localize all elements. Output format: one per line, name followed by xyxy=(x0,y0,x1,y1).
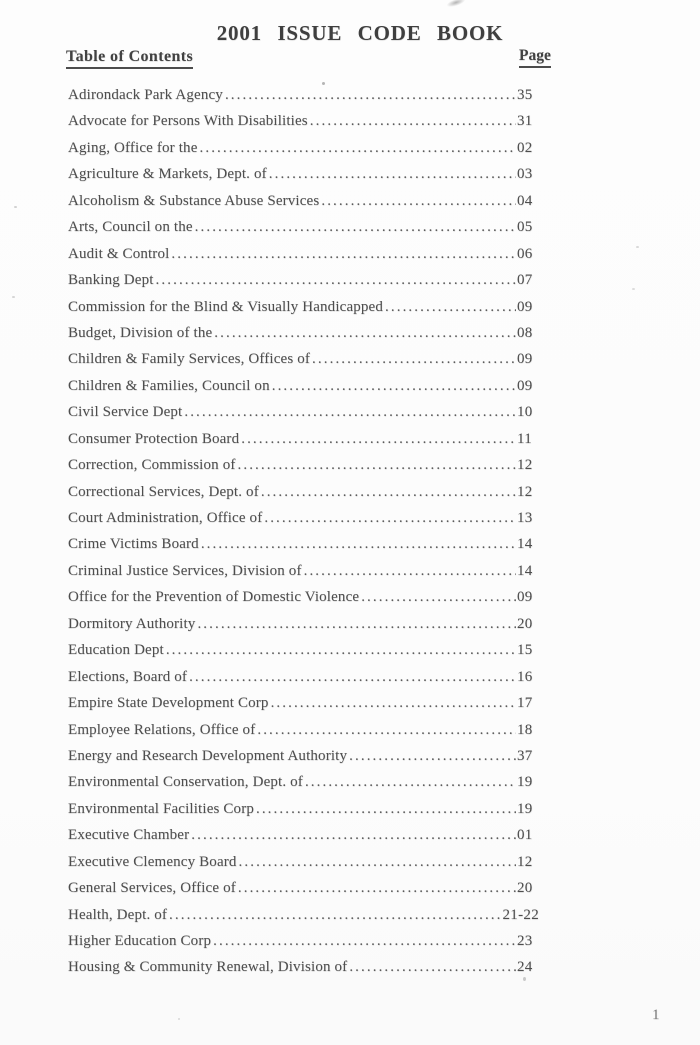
dot-leader xyxy=(349,743,516,769)
toc-entry xyxy=(68,822,539,848)
toc-entry xyxy=(68,426,539,452)
toc-entry-page: 08 xyxy=(517,324,533,341)
toc-entry-name: Arts, Council on the xyxy=(68,219,193,236)
toc-entry-page: 19 xyxy=(517,800,533,817)
toc-entry xyxy=(68,558,539,584)
toc-entry-page: 09 xyxy=(517,351,533,368)
toc-entry-page: 04 xyxy=(517,192,533,209)
scan-speck xyxy=(632,288,635,290)
toc-entry xyxy=(68,452,539,478)
toc-entry xyxy=(68,241,539,267)
dot-leader xyxy=(238,875,516,901)
toc-entry-name: Empire State Development Corp xyxy=(68,695,269,712)
dot-leader xyxy=(214,320,516,346)
toc-entry-name: Housing & Community Renewal, Division of xyxy=(68,959,348,976)
toc-entry xyxy=(68,108,539,134)
toc-entry-name: Correction, Commission of xyxy=(68,457,236,474)
toc-entry xyxy=(68,690,539,716)
document-title: 2001 ISSUE CODE BOOK xyxy=(216,21,504,45)
dot-leader xyxy=(191,822,516,848)
dot-leader xyxy=(349,954,516,980)
toc-entry-page: 23 xyxy=(517,933,533,949)
scan-speck xyxy=(12,296,15,298)
toc-entry-name: Education Dept xyxy=(68,642,164,659)
dot-leader xyxy=(261,479,516,505)
dot-leader xyxy=(271,690,516,716)
toc-entry xyxy=(68,875,539,901)
toc-entry xyxy=(68,399,539,425)
dot-leader xyxy=(195,214,516,240)
dot-leader xyxy=(169,902,501,928)
toc-entry-page: 12 xyxy=(517,853,533,870)
toc-entry xyxy=(68,373,539,399)
toc-entry-name: Alcoholism & Substance Abuse Services xyxy=(68,192,320,209)
toc-entry xyxy=(68,584,539,610)
toc-entry-name: Civil Service Dept xyxy=(68,404,183,421)
dot-leader xyxy=(321,188,516,214)
dot-leader xyxy=(201,531,516,557)
dot-leader xyxy=(213,928,516,954)
toc-entry-page: 31 xyxy=(517,113,533,130)
toc-heading: Table of Contents xyxy=(66,48,193,69)
dot-leader xyxy=(200,135,517,161)
dot-leader xyxy=(166,637,516,663)
toc-entry xyxy=(68,796,539,822)
toc-entry-page: 06 xyxy=(517,245,533,262)
dot-leader xyxy=(257,717,516,743)
scan-speck xyxy=(523,977,526,981)
dot-leader xyxy=(264,505,516,531)
toc-entry xyxy=(68,849,539,875)
scan-speck xyxy=(322,82,325,85)
dot-leader xyxy=(269,161,516,187)
toc-entry-name: Children & Families, Council on xyxy=(68,377,270,394)
toc-entry-list xyxy=(68,82,539,981)
dot-leader xyxy=(197,611,516,637)
toc-entry-page: 09 xyxy=(517,589,533,606)
toc-entry-page: 10 xyxy=(517,404,533,421)
toc-entry xyxy=(68,902,539,928)
dot-leader xyxy=(312,346,516,372)
toc-entry-name: Banking Dept xyxy=(68,272,154,289)
toc-entry xyxy=(68,743,539,769)
toc-entry-page: 20 xyxy=(517,615,533,632)
toc-entry-name: Adirondack Park Agency xyxy=(68,87,223,103)
toc-entry-name: Consumer Protection Board xyxy=(68,430,240,447)
toc-entry-name: Executive Chamber xyxy=(68,827,190,844)
toc-entry-page: 16 xyxy=(517,668,533,685)
scan-speck xyxy=(14,206,17,208)
toc-entry-name: Environmental Facilities Corp xyxy=(68,800,254,817)
toc-entry xyxy=(68,769,539,795)
toc-entry xyxy=(68,214,539,240)
toc-entry-page: 09 xyxy=(517,298,533,315)
dot-leader xyxy=(238,452,517,478)
toc-entry-name: Aging, Office for the xyxy=(68,139,198,156)
toc-entry xyxy=(68,479,539,505)
toc-entry xyxy=(68,188,539,214)
dot-leader xyxy=(256,796,516,822)
toc-entry-name: Audit & Control xyxy=(68,245,170,262)
toc-entry-page: 12 xyxy=(517,483,533,500)
dot-leader xyxy=(385,294,516,320)
toc-entry-name: Correctional Services, Dept. of xyxy=(68,483,259,500)
toc-entry-name: Dormitory Authority xyxy=(68,615,196,632)
dot-leader xyxy=(241,426,516,452)
toc-entry xyxy=(68,611,539,637)
toc-entry xyxy=(68,320,539,346)
toc-entry xyxy=(68,928,539,954)
toc-entry-page: 24 xyxy=(517,959,533,976)
toc-entry-page: 07 xyxy=(517,272,533,289)
toc-entry-name: Environmental Conservation, Dept. of xyxy=(68,774,303,791)
toc-entry-name: General Services, Office of xyxy=(68,880,236,897)
toc-entry-page: 37 xyxy=(517,747,533,764)
toc-entry-page: 01 xyxy=(517,827,533,844)
scan-smudge xyxy=(442,0,470,11)
toc-entry-page: 20 xyxy=(517,880,533,897)
toc-entry-page: 09 xyxy=(517,377,533,394)
toc-entry-page: 19 xyxy=(517,774,533,791)
toc-entry-page: 14 xyxy=(517,562,533,579)
toc-entry xyxy=(68,505,539,531)
toc-entry xyxy=(68,954,539,980)
toc-entry-page: 03 xyxy=(517,166,533,183)
toc-entry-name: Health, Dept. of xyxy=(68,906,168,923)
footer-page-number: 1 xyxy=(652,1007,660,1023)
toc-entry-name: Advocate for Persons With Disabilities xyxy=(68,113,308,130)
scan-speck xyxy=(178,1018,180,1020)
toc-entry-name: Crime Victims Board xyxy=(68,536,199,553)
dot-leader xyxy=(239,849,516,875)
dot-leader xyxy=(225,82,516,108)
toc-entry-name: Elections, Board of xyxy=(68,668,188,685)
dot-leader xyxy=(305,769,516,795)
page-column-heading: Page xyxy=(519,47,551,68)
toc-entry-page: 05 xyxy=(517,219,533,236)
toc-entry-name: Budget, Division of the xyxy=(68,324,213,341)
toc-entry xyxy=(68,346,539,372)
toc-entry-name: Court Administration, Office of xyxy=(68,510,263,526)
toc-entry-page: 18 xyxy=(517,721,533,738)
toc-entry xyxy=(68,135,539,161)
toc-entry xyxy=(68,531,539,557)
toc-entry-name: Commission for the Blind & Visually Handicapped xyxy=(68,298,384,315)
toc-entry-name: Energy and Research Development Authority xyxy=(68,747,348,764)
toc-entry xyxy=(68,637,539,663)
toc-entry-name: Employee Relations, Office of xyxy=(68,721,256,738)
scan-speck xyxy=(636,246,639,248)
toc-entry xyxy=(68,82,539,108)
toc-entry xyxy=(68,664,539,690)
toc-entry-name: Executive Clemency Board xyxy=(68,853,237,870)
toc-entry-name: Criminal Justice Services, Division of xyxy=(68,562,302,579)
toc-entry-page: 15 xyxy=(517,642,533,659)
toc-entry xyxy=(68,267,539,293)
toc-entry-name: Children & Family Services, Offices of xyxy=(68,351,311,368)
toc-entry-name: Higher Education Corp xyxy=(68,933,212,949)
dot-leader xyxy=(156,267,516,293)
toc-entry-page: 13 xyxy=(517,510,533,526)
toc-entry-page: 21-22 xyxy=(502,906,539,923)
toc-entry-page: 17 xyxy=(517,695,533,712)
dot-leader xyxy=(184,399,516,425)
toc-entry-page: 11 xyxy=(517,430,533,447)
toc-entry xyxy=(68,717,539,743)
dot-leader xyxy=(171,241,516,267)
toc-entry-page: 14 xyxy=(517,536,533,553)
toc-entry-name: Agriculture & Markets, Dept. of xyxy=(68,166,267,183)
toc-entry xyxy=(68,294,539,320)
dot-leader xyxy=(304,558,516,584)
toc-entry-name: Office for the Prevention of Domestic Violence xyxy=(68,589,360,606)
toc-entry-page: 35 xyxy=(517,87,533,103)
toc-entry xyxy=(68,161,539,187)
dot-leader xyxy=(272,373,516,399)
dot-leader xyxy=(189,664,516,690)
dot-leader xyxy=(310,108,516,134)
toc-entry-page: 12 xyxy=(517,457,533,474)
toc-entry-page: 02 xyxy=(517,139,533,156)
dot-leader xyxy=(361,584,516,610)
